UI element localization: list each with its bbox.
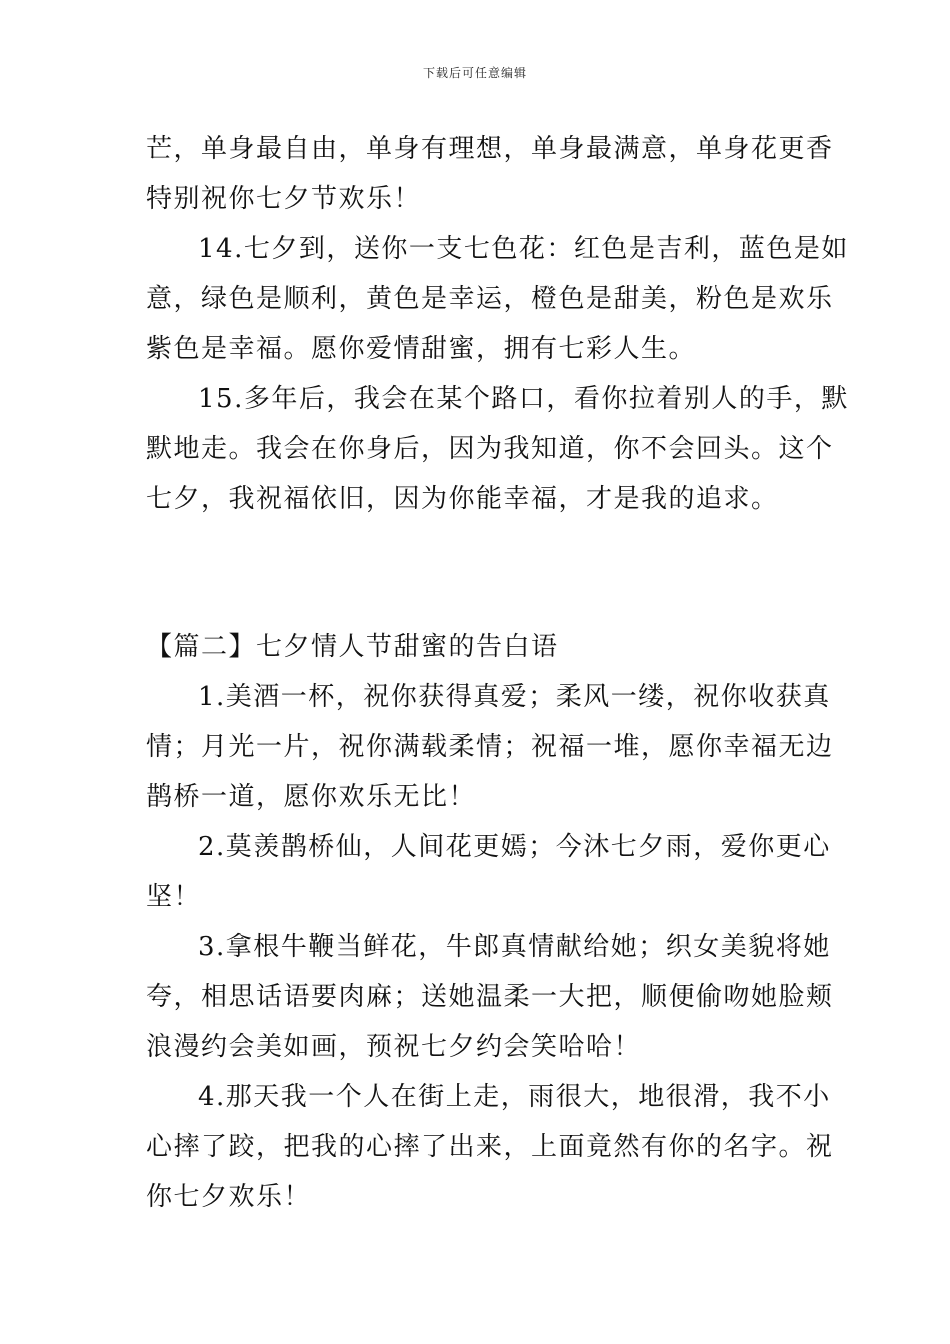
text-line: 七夕，我祝福依旧，因为你能幸福，才是我的追求。: [146, 484, 779, 514]
list-item-2: 2.莫羡鹊桥仙，人间花更嫣；今沐七夕雨，爱你更心: [198, 832, 831, 862]
list-item-15: 15.多年后，我会在某个路口，看你拉着别人的手，默: [198, 384, 849, 414]
text-line: 心摔了跤，把我的心摔了出来，上面竟然有你的名字。祝: [146, 1132, 834, 1162]
list-item-1: 1.美酒一杯，祝你获得真爱；柔风一缕，祝你收获真: [198, 682, 831, 712]
text-line: 情；月光一片，祝你满载柔情；祝福一堆，愿你幸福无边: [146, 732, 834, 762]
text-line: 紫色是幸福。愿你爱情甜蜜，拥有七彩人生。: [146, 334, 697, 364]
list-item-3: 3.拿根牛鞭当鲜花，牛郎真情献给她；织女美貌将她: [198, 932, 831, 962]
text-line: 浪漫约会美如画，预祝七夕约会笑哈哈！: [146, 1032, 642, 1062]
section-heading: 【篇二】七夕情人节甜蜜的告白语: [146, 632, 559, 662]
page-header: 下载后可任意编辑: [422, 66, 527, 80]
list-item-14: 14.七夕到，送你一支七色花：红色是吉利，蓝色是如: [198, 234, 849, 264]
text-line: 你七夕欢乐！: [146, 1182, 312, 1212]
text-line: 鹊桥一道，愿你欢乐无比！: [146, 782, 477, 812]
text-line: 坚！: [146, 882, 202, 912]
text-line: 意，绿色是顺利，黄色是幸运，橙色是甜美，粉色是欢乐: [146, 284, 834, 314]
text-line: 默地走。我会在你身后，因为我知道，你不会回头。这个: [146, 434, 834, 464]
text-line: 夸，相思话语要肉麻；送她温柔一大把，顺便偷吻她脸颊: [146, 982, 834, 1012]
text-line: 特别祝你七夕节欢乐！: [146, 184, 422, 214]
text-line: 芒，单身最自由，单身有理想，单身最满意，单身花更香: [146, 134, 834, 164]
list-item-4: 4.那天我一个人在街上走，雨很大，地很滑，我不小: [198, 1082, 831, 1112]
